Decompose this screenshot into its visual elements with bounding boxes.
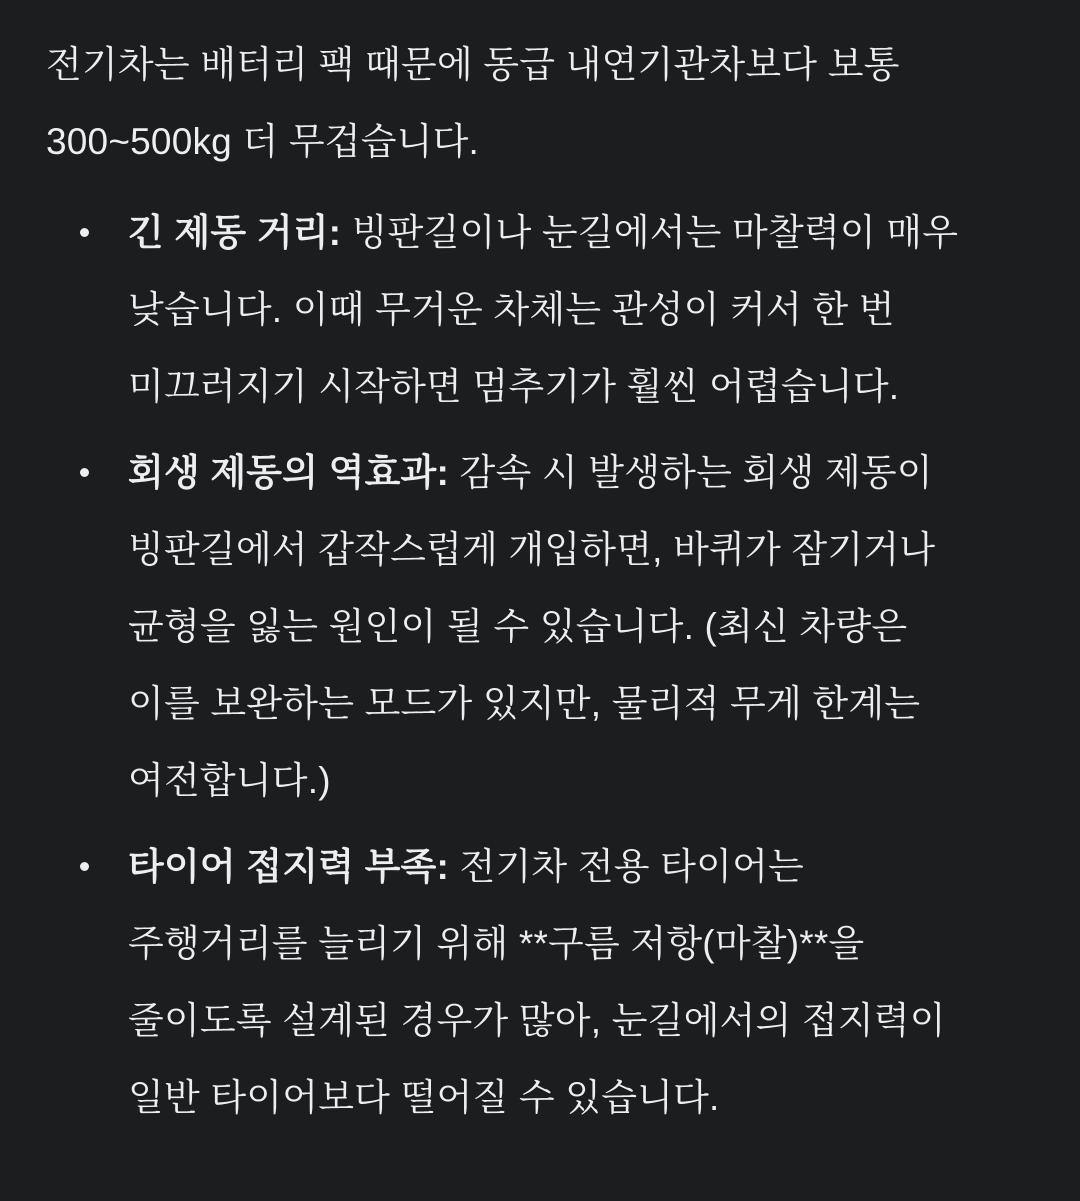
bullet-label: 긴 제동 거리: <box>128 212 342 253</box>
text-line <box>128 194 1060 271</box>
bullet-dot-icon <box>80 228 89 237</box>
bullet-item-braking-distance <box>46 194 1060 425</box>
text-line: 여전합니다.) <box>128 760 331 801</box>
bullet-text: 빙판길이나 눈길에서는 마찰력이 매우 <box>341 212 959 253</box>
bullet-list <box>46 194 1060 1136</box>
bullet-dot-icon <box>80 862 89 871</box>
bullet-text: 감속 시 발생하는 회생 제동이 <box>449 452 933 493</box>
bullet-text: 전기차 전용 타이어는 <box>449 846 804 887</box>
bullet-item-regen-braking <box>46 434 1060 819</box>
text-line: 균형을 잃는 원인이 될 수 있습니다. (최신 차량은 <box>128 606 908 647</box>
text-line: 줄이도록 설계된 경우가 많아, 눈길에서의 접지력이 <box>128 1000 946 1041</box>
text-line <box>128 434 1060 511</box>
text-line: 300~500kg 더 무겁습니다. <box>46 121 480 162</box>
text-line: 일반 타이어보다 떨어질 수 있습니다. <box>128 1077 720 1118</box>
bullet-item-tire-grip <box>46 828 1060 1136</box>
text-line: 낮습니다. 이때 무거운 차체는 관성이 커서 한 번 <box>128 289 895 330</box>
bullet-label: 회생 제동의 역효과: <box>128 452 450 493</box>
text-line: 이를 보완하는 모드가 있지만, 물리적 무게 한계는 <box>128 683 921 724</box>
text-line: 빙판길에서 갑작스럽게 개입하면, 바퀴가 잠기거나 <box>128 529 936 570</box>
text-line <box>128 828 1060 905</box>
bullet-dot-icon <box>80 468 89 477</box>
intro-paragraph <box>46 26 1060 180</box>
bullet-label: 타이어 접지력 부족: <box>128 846 450 887</box>
text-line: 주행거리를 늘리기 위해 **구름 저항(마찰)**을 <box>128 923 865 964</box>
text-line: 미끄러지기 시작하면 멈추기가 훨씬 어렵습니다. <box>128 366 900 407</box>
text-line: 전기차는 배터리 팩 때문에 동급 내연기관차보다 보통 <box>46 44 900 85</box>
